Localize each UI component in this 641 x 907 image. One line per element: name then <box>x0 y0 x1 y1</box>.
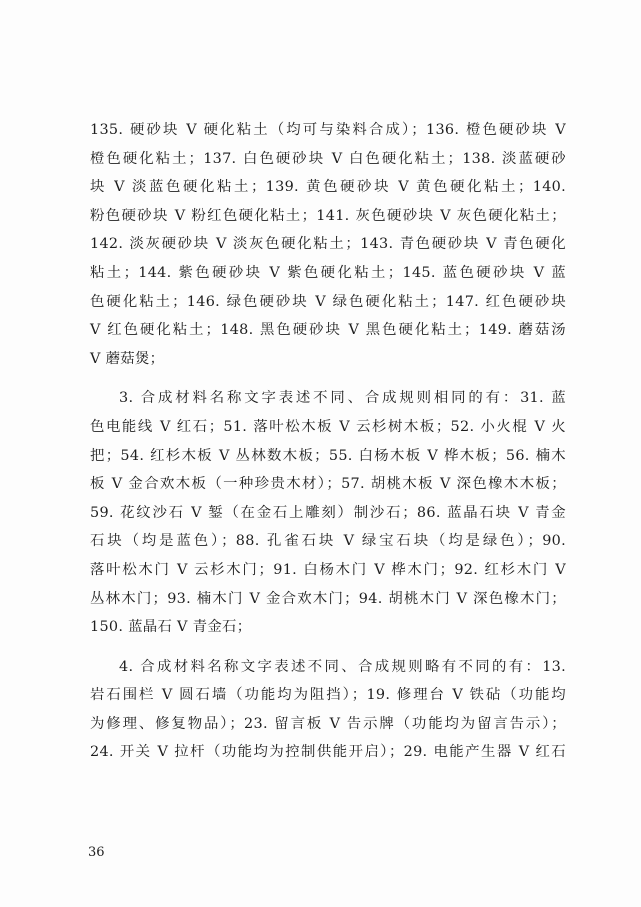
body-text <box>90 116 566 767</box>
text-line: 为修理、修复物品）；23. 留言板 V 告示牌（功能均为留言告示）； <box>90 715 566 732</box>
text-line: 丛林木门；93. 楠木门 V 金合欢木门；94. 胡桃木门 V 深色橡木门； <box>90 590 566 607</box>
text-line: V 红色硬化粘土；148. 黑色硬砂块 V 黑色硬化粘土；149. 蘑菇汤 <box>90 322 566 339</box>
text-line: 4. 合成材料名称文字表述不同、合成规则略有不同的有：13. <box>119 658 566 675</box>
page-number: 36 <box>88 845 105 860</box>
text-line: 59. 花纹沙石 V 錾（在金石上雕刻）制沙石；86. 蓝晶石块 V 青金 <box>90 504 566 521</box>
text-line: 岩石围栏 V 圆石墙（功能均为阻挡）；19. 修理台 V 铁砧（功能均 <box>90 687 566 704</box>
paragraph-spacer <box>90 373 566 384</box>
text-line: 橙色硬化粘土；137. 白色硬砂块 V 白色硬化粘土；138. 淡蓝硬砂 <box>90 150 566 167</box>
paragraph-3 <box>90 653 566 767</box>
text-line: 色硬化粘土；146. 绿色硬砂块 V 绿色硬化粘土；147. 红色硬砂块 <box>90 293 566 310</box>
text-line: 3. 合成材料名称文字表述不同、合成规则相同的有：31. 蓝 <box>119 390 566 407</box>
text-line: 色电能线 V 红石；51. 落叶松木板 V 云杉树木板；52. 小火棍 V 火 <box>90 418 566 435</box>
paragraph-spacer <box>90 642 566 653</box>
text-line: 板 V 金合欢木板（一种珍贵木材）；57. 胡桃木板 V 深色橡木木板； <box>90 476 566 493</box>
text-line: 150. 蓝晶石 V 青金石； <box>90 619 252 636</box>
text-line: 石块（均是蓝色）；88. 孔雀石块 V 绿宝石块（均是绿色）；90. <box>90 533 566 550</box>
paragraph-1 <box>90 116 566 373</box>
text-line: 142. 淡灰硬砂块 V 淡灰色硬化粘土；143. 青色硬砂块 V 青色硬化 <box>90 236 566 253</box>
text-line: 落叶松木门 V 云杉木门；91. 白杨木门 V 桦木门；92. 红杉木门 V <box>90 561 566 578</box>
paragraph-2 <box>90 384 566 641</box>
text-line: 粘土；144. 紫色硬砂块 V 紫色硬化粘土；145. 蓝色硬砂块 V 蓝 <box>90 264 566 281</box>
text-line: 135. 硬砂块 V 硬化粘土（均可与染料合成）；136. 橙色硬砂块 V <box>90 122 566 138</box>
text-line: 块 V 淡蓝色硬化粘土；139. 黄色硬砂块 V 黄色硬化粘土；140. <box>90 179 566 196</box>
text-line: 粉色硬砂块 V 粉红色硬化粘土；141. 灰色硬砂块 V 灰色硬化粘土； <box>90 207 566 224</box>
text-line: V 蘑菇煲； <box>90 350 165 367</box>
text-line: 24. 开关 V 拉杆（功能均为控制供能开启）；29. 电能产生器 V 红石 <box>90 744 566 761</box>
text-line: 把；54. 红杉木板 V 丛林数木板；55. 白杨木板 V 桦木板；56. 楠木 <box>90 447 566 464</box>
